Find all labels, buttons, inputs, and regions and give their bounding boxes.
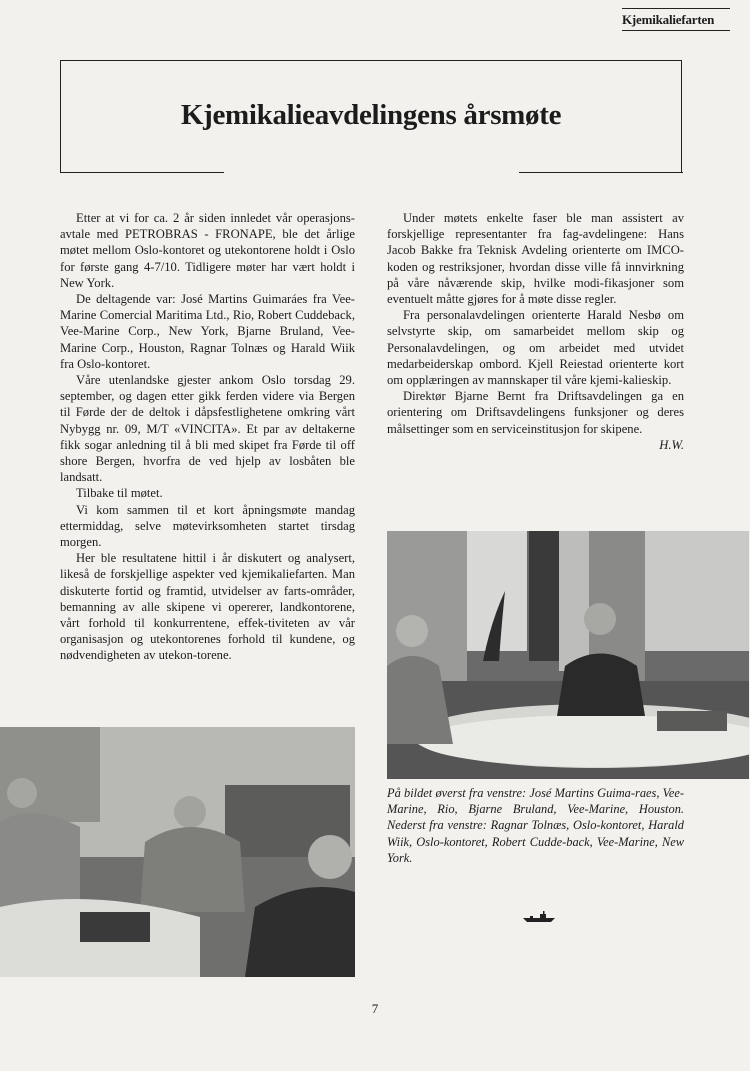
author-signature: H.W. <box>659 437 684 452</box>
paragraph: Våre utenlandske gjester ankom Oslo torsdag 29. september, og dagen etter gikk ferden videre via Bergen til Førde der de deltok i dåpsfestlighetene omkring vårt Nybygg nr. 09, M/T «VINCITA». Et par av deltakerne fikk sogar anledning til å bli med skipet fra Førde til off shore Bergen, hvorfra de ved hjelp av losbåten ble landsatt. <box>60 373 355 485</box>
page-number: 7 <box>371 1001 379 1016</box>
ship-icon <box>522 911 556 923</box>
paragraph: Her ble resultatene hittil i år diskutert og analysert, likeså de forskjellige aspekter ved kjemikaliefarten. Man diskuterte fortid og framtid, utvidelser av farts-områder, bemanning av alle skipene vi opererer, landkontorene, vårt forhold til konkurrentene, effek-tiviteten av vår organisasjon og utekontorenes forhold til kundene, og nødvendigheten av utekon-torene. <box>60 551 355 663</box>
title-frame <box>60 60 682 172</box>
meeting-photo-bottom <box>0 727 355 977</box>
paragraph: Tilbake til møtet. <box>76 486 163 501</box>
paragraph: Vi kom sammen til et kort åpningsmøte mandag ettermiddag, selve møtevirksomheten startet tirsdag morgen. <box>60 502 355 550</box>
meeting-photo-top <box>387 531 749 779</box>
photo-caption: På bildet øverst fra venstre: José Martins Guima-raes, Vee-Marine, Rio, Bjarne Bruland, Vee-Marine, Houston. Nederst fra venstre: Ragnar Tolnæs, Oslo-kontoret, Harald Wiik, Oslo-kontoret, Robert Cudde-back, Vee-Marine, New York. <box>387 786 684 865</box>
article-title: Kjemikalieavdelingens årsmøte <box>180 99 562 131</box>
paragraph: De deltagende var: José Martins Guimaráes fra Vee-Marine Comercial Maritima Ltd., Rio, Robert Cuddeback, Vee-Marine Corp., New York, Bjarne Bruland, Vee-Marine Corp., Houston, Ragnar Tolnæs og Harald Wiik fra Oslo-kontoret. <box>60 292 355 371</box>
left-column <box>60 210 355 664</box>
paragraph: Under møtets enkelte faser ble man assistert av forskjellige representanter fra fag-avdelingene: Hans Jacob Bakke fra Teknisk Avdeling orienterte om IMCO-koden og restriksjoner, hvordan disse ville få innvirkning på våre nåværende skip, hvilke modi-fikasjoner som eventuelt måtte gjøres for å møte disse regler. <box>387 211 684 307</box>
section-label: Kjemikaliefarten <box>622 8 730 31</box>
right-column <box>387 210 684 453</box>
paragraph: Fra personalavdelingen orienterte Harald Nesbø om selvstyrte skip, om samarbeidet mellom skip og Personalavdelingen, og om arbeidet med utvidet medarbeiderskap ombord. Kjell Reiestad orienterte kort om opplæringen av mannskaper til våre kjemi-kalieskip. <box>387 308 684 388</box>
paragraph: Direktør Bjarne Bernt fra Driftsavdelingen ga en orientering om Driftsavdelingens funksjoner og deres målsettinger som en serviceinstitusjon for skipene. <box>387 389 684 436</box>
paragraph: Etter at vi for ca. 2 år siden innledet vår operasjons-avtale med PETROBRAS - FRONAPE, ble det årlige møtet mellom Oslo-kontoret og utekontorene holdt i Oslo for første gang 4-7/10. Tidligere møter har vært holdt i New York. <box>60 211 355 290</box>
